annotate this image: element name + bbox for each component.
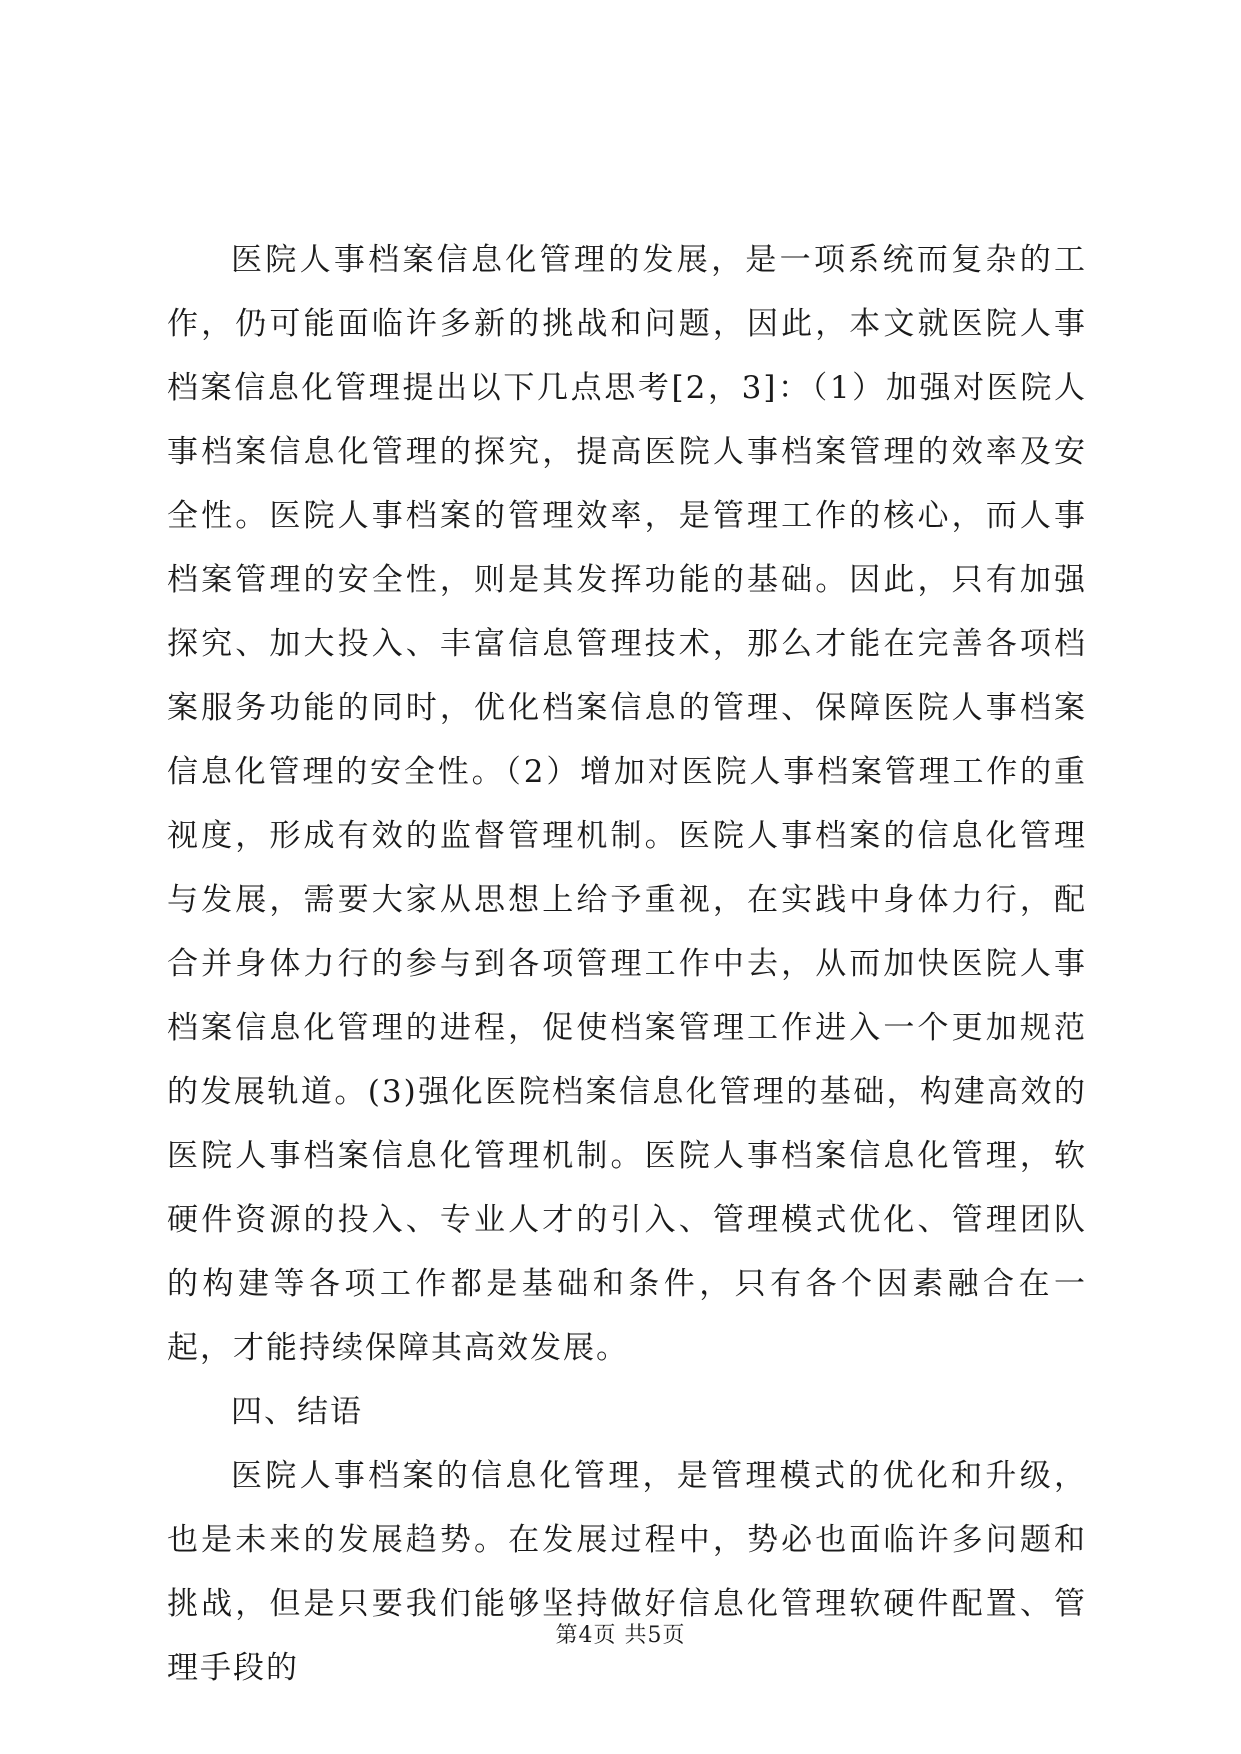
conclusion-paragraph: 医院人事档案的信息化管理，是管理模式的优化和升级，也是未来的发展趋势。在发展过程中，势必也面临许多问题和挑战，但是只要我们能够坚持做好信息化管理软硬件配置、管理手段的 (167, 1458, 1087, 1686)
section-heading: 四、结语 (231, 1394, 363, 1430)
page-number-footer: 第4页 共5页 (555, 1623, 686, 1648)
document-body (167, 228, 1087, 1700)
body-paragraph: 医院人事档案信息化管理的发展，是一项系统而复杂的工作，仍可能面临许多新的挑战和问题，因此，本文就医院人事档案信息化管理提出以下几点思考[2，3]：（1）加强对医院人事档案信息化管理的探究，提高医院人事档案管理的效率及安全性。医院人事档案的管理效率，是管理工作的核心，而人事档案管理的安全性，则是其发挥功能的基础。因此，只有加强探究、加大投入、丰富信息管理技术，那么才能在完善各项档案服务功能的同时，优化档案信息的管理、保障医院人事档案信息化管理的安全性。（2）增加对医院人事档案管理工作的重视度，形成有效的监督管理机制。医院人事档案的信息化管理与发展，需要大家从思想上给予重视，在实践中身体力行，配合并身体力行的参与到各项管理工作中去，从而加快医院人事档案信息化管理的进程，促使档案管理工作进入一个更加规范的发展轨道。(3)强化医院档案信息化管理的基础，构建高效的医院人事档案信息化管理机制。医院人事档案信息化管理，软硬件资源的投入、专业人才的引入、管理模式优化、管理团队的构建等各项工作都是基础和条件，只有各个因素融合在一起，才能持续保障其高效发展。 (167, 242, 1087, 1366)
